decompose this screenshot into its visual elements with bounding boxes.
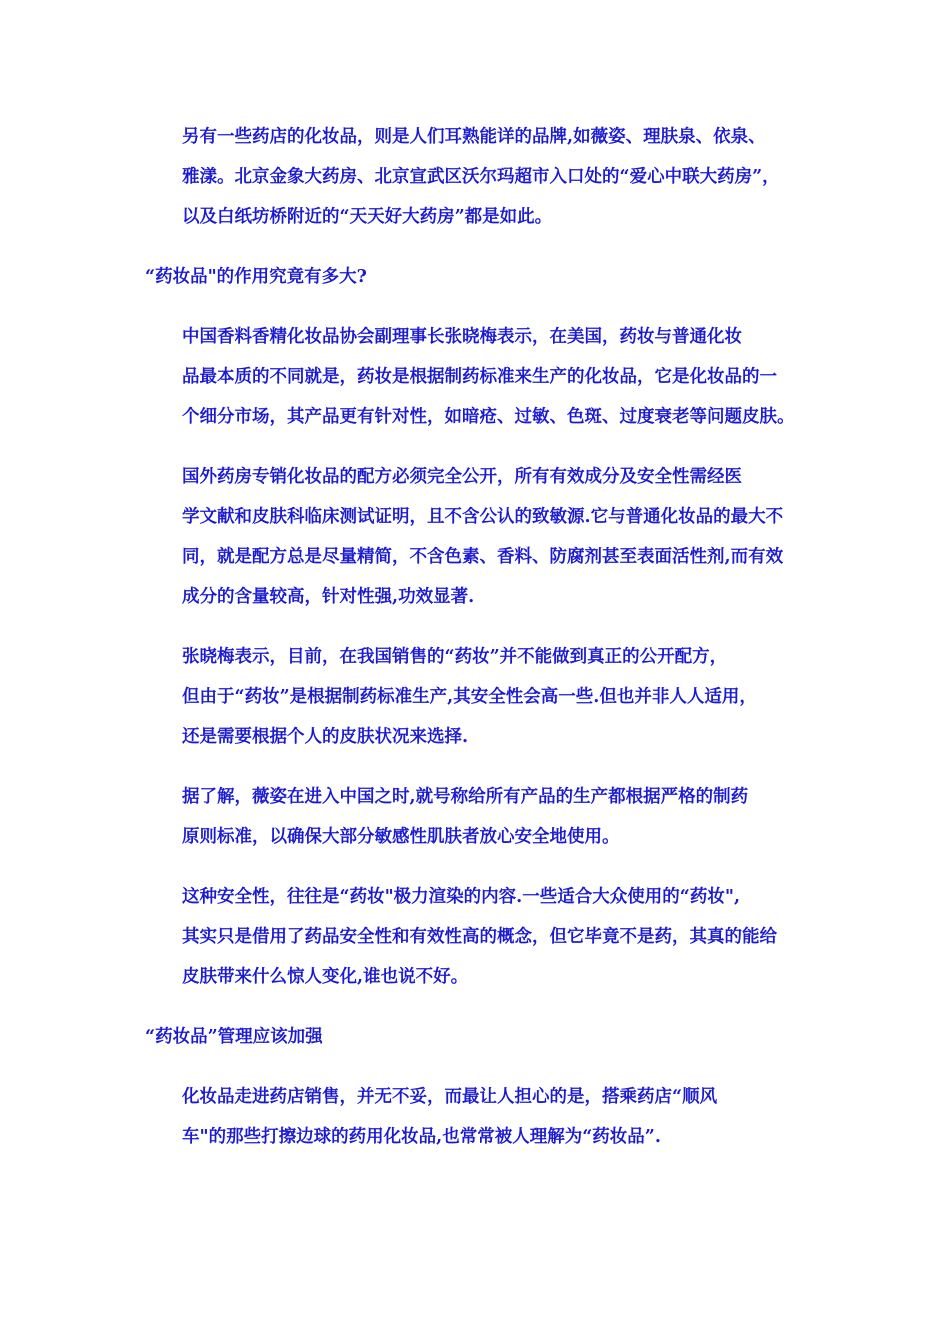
text-line: 但由于“药妆”是根据制药标准生产,其安全性会高一些.但也并非人人适用， [182, 687, 757, 707]
text-line: “药妆品"的作用究竟有多大? [145, 267, 367, 287]
paragraph [145, 457, 825, 617]
text-line: 中国香料香精化妆品协会副理事长张晓梅表示，在美国，药妆与普通化妆 [182, 327, 742, 347]
text-line: 个细分市场，其产品更有针对性，如暗疮、过敏、色斑、过度衰老等问题皮肤。 [182, 407, 795, 427]
text-line: 以及白纸坊桥附近的“天天好大药房”都是如此。 [182, 207, 553, 227]
section-heading [145, 257, 825, 297]
document-body [145, 117, 825, 1177]
text-line: 皮肤带来什么惊人变化,谁也说不好。 [182, 967, 469, 987]
text-line: 成分的含量较高，针对性强,功效显著. [182, 587, 475, 607]
text-line: 同，就是配方总是尽量精简，不含色素、香料、防腐剂甚至表面活性剂,而有效 [182, 547, 784, 567]
paragraph [145, 637, 825, 757]
paragraph [145, 317, 825, 437]
text-line: 这种安全性，往往是“药妆"极力渲染的内容.一些适合大众使用的“药妆", [182, 887, 741, 907]
text-line: 原则标准，以确保大部分敏感性肌肤者放心安全地使用。 [182, 827, 620, 847]
text-line: 张晓梅表示，目前，在我国销售的“药妆”并不能做到真正的公开配方， [182, 647, 728, 667]
text-line: 雅漾。北京金象大药房、北京宣武区沃尔玛超市入口处的“爱心中联大药房”， [182, 167, 780, 187]
text-line: 还是需要根据个人的皮肤状况来选择. [182, 727, 469, 747]
paragraph [145, 777, 825, 857]
text-line: 化妆品走进药店销售，并无不妥，而最让人担心的是，搭乘药店“顺风 [182, 1087, 718, 1107]
section-heading [145, 1017, 825, 1057]
text-line: 品最本质的不同就是，药妆是根据制药标准来生产的化妆品，它是化妆品的一 [182, 367, 777, 387]
text-line: “药妆品”管理应该加强 [145, 1027, 323, 1047]
paragraph [145, 117, 825, 237]
text-line: 车"的那些打擦边球的药用化妆品,也常常被人理解为“药妆品”. [182, 1127, 661, 1147]
text-line: 学文献和皮肤科临床测试证明，且不含公认的致敏源.它与普通化妆品的最大不 [182, 507, 784, 527]
paragraph [145, 1077, 825, 1157]
text-line: 据了解，薇姿在进入中国之时,就号称给所有产品的生产都根据严格的制药 [182, 787, 749, 807]
paragraph [145, 877, 825, 997]
text-line: 另有一些药店的化妆品，则是人们耳熟能详的品牌,如薇姿、理肤泉、依泉、 [182, 127, 766, 147]
text-line: 国外药房专销化妆品的配方必须完全公开，所有有效成分及安全性需经医 [182, 467, 742, 487]
text-line: 其实只是借用了药品安全性和有效性高的概念，但它毕竟不是药，其真的能给 [182, 927, 777, 947]
